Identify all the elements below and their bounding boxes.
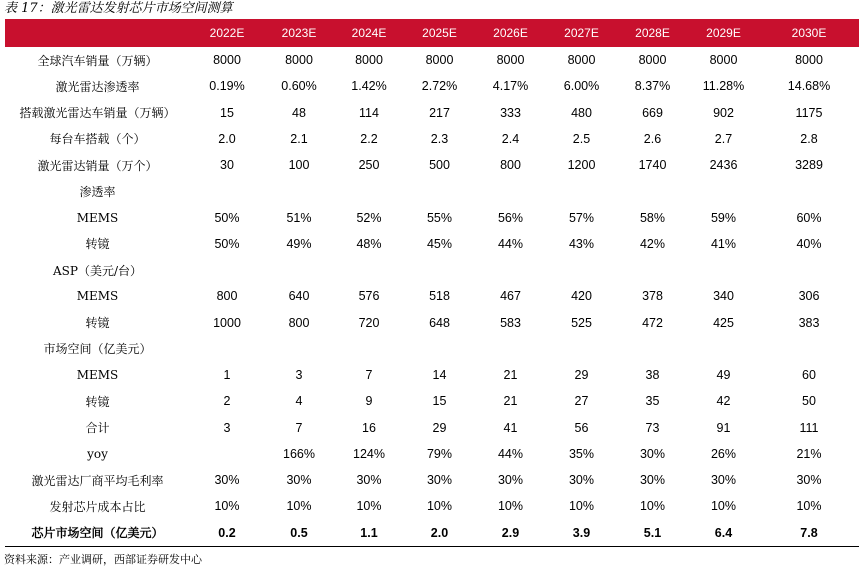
table-cell: 10% [639,499,666,514]
table-cell: 30% [426,473,453,488]
table-cell [334,336,404,362]
table-cell: 7 [295,420,303,435]
table-cell: 56 [574,420,589,435]
table-cell: 648 [429,315,450,330]
table-cell: 2.7 [714,131,733,146]
row-label: MEMS [76,368,119,383]
table-cell: 10% [214,499,240,514]
table-cell: 35% [568,446,595,461]
table-cell: 518 [429,289,450,304]
table-cell: 378 [642,289,663,304]
table-cell: 8000 [285,53,313,68]
table-cell [190,257,264,283]
table-cell: 1740 [638,158,667,173]
row-label: 激光雷达渗透率 [55,79,140,94]
table-cell: 50% [214,236,240,251]
table-cell [475,257,546,283]
table-cell: 44% [497,446,524,461]
table-row [5,73,859,99]
table-cell: 49 [716,368,731,383]
table-cell [264,178,334,204]
table-cell: 26% [710,446,737,461]
row-label: 芯片市场空间（亿美元） [5,520,190,547]
table-cell: 576 [358,289,380,304]
table-cell [617,178,688,204]
table-row [5,362,859,388]
table-row [5,441,859,467]
table-cell: 583 [500,315,521,330]
table-cell: 42 [716,394,731,409]
table-cell: 16 [362,420,376,435]
table-cell: 30 [220,158,234,173]
table-cell [617,257,688,283]
table-cell: 41 [503,420,518,435]
table-cell: 8000 [425,53,454,68]
table-cell: 49% [286,236,312,251]
table-cell: 640 [288,289,310,304]
table-cell: 43% [568,236,595,251]
row-label: ASP（美元/台） [52,263,142,278]
table-cell: 51% [286,210,312,225]
table-cell: 467 [500,289,521,304]
table-cell: 30% [639,446,666,461]
table-cell: 2.0 [218,131,236,146]
row-label: 转镜 [85,237,110,252]
table-cell [404,178,475,204]
table-cell: 9 [365,394,373,409]
table-cell: 48 [292,105,306,120]
table-cell [404,336,475,362]
table-cell: 2.0 [404,520,475,547]
table-row [5,47,859,73]
table-cell: 30% [710,473,737,488]
table-body [5,47,859,546]
table-cell: 3.9 [546,520,617,547]
table-cell [334,178,404,204]
table-row [5,205,859,231]
table-cell: 480 [571,105,592,120]
table-cell: 57% [568,210,595,225]
table-cell: 60% [796,210,822,225]
table-cell [688,336,759,362]
table-cell: 2.72% [421,79,458,94]
table-row [5,520,859,547]
header-year-cell: 2022E [209,26,245,40]
table-cell: 41% [710,236,737,251]
table-cell: 8.37% [634,79,671,94]
table-row [5,152,859,178]
table-cell: 8000 [795,53,823,68]
table-cell: 525 [571,315,592,330]
table-cell: 8000 [638,53,667,68]
header-row [5,19,859,47]
row-label: 转镜 [85,394,110,409]
table-cell: 21 [503,394,518,409]
table-cell: 44% [497,236,524,251]
table-row [5,178,859,204]
table-cell: 30% [639,473,666,488]
row-label: MEMS [76,210,119,225]
table-cell: 50% [214,210,240,225]
row-label: 渗透率 [79,184,116,199]
table-cell: 2.5 [572,131,591,146]
header-year-cell: 2030E [791,26,827,40]
table-row [5,493,859,519]
table-cell: 2.6 [643,131,662,146]
table-cell: 10% [796,499,822,514]
table-cell: 340 [713,289,734,304]
table-cell: 902 [713,105,734,120]
row-label: 激光雷达销量（万个） [37,158,158,173]
table-cell [334,257,404,283]
row-label: 市场空间（亿美元） [43,342,152,357]
table-cell: 35 [645,394,660,409]
table-cell: 800 [216,289,238,304]
row-label: yoy [87,446,108,461]
table-cell: 4.17% [492,79,529,94]
header-year-cell: 2024E [351,26,387,40]
table-cell: 14.68% [787,79,831,94]
table-cell: 10% [286,499,312,514]
header-year-cell: 2026E [493,26,528,40]
table-cell: 420 [571,289,592,304]
table-cell [190,178,264,204]
header-year-cell: 2029E [706,26,741,40]
table-cell: 2.4 [501,131,520,146]
table-cell: 55% [426,210,453,225]
row-label: 发射芯片成本占比 [49,499,146,514]
table-cell: 4 [295,394,303,409]
table-cell: 2.2 [360,131,378,146]
table-cell: 8000 [355,53,383,68]
table-cell [190,336,264,362]
table-cell: 7.8 [759,520,859,547]
table-cell: 2.3 [430,131,449,146]
table-cell: 0.19% [209,79,245,94]
table-row [5,231,859,257]
table-cell: 29 [574,368,589,383]
table-cell: 29 [432,420,447,435]
table-cell [759,257,859,283]
table-cell: 59% [710,210,737,225]
row-label: 全球汽车销量（万辆） [37,53,158,68]
table-cell: 2.8 [800,131,818,146]
data-table [5,19,859,547]
table-row [5,388,859,414]
table-cell [546,178,617,204]
header-year-cell: 2025E [422,26,457,40]
table-cell: 250 [358,158,380,173]
table-cell: 1.42% [351,79,387,94]
table-row [5,467,859,493]
table-cell: 111 [799,420,819,435]
table-row [5,283,859,309]
table-cell: 8000 [567,53,596,68]
table-cell: 6.00% [563,79,600,94]
table-cell: 720 [358,315,380,330]
table-cell: 21 [503,368,518,383]
table-cell: 15 [432,394,447,409]
table-cell: 30% [286,473,312,488]
source-note: 资料来源：产业调研，西部证券研发中心 [4,553,202,566]
table-cell: 27 [574,394,589,409]
table-cell [404,257,475,283]
header-label-cell [5,19,190,47]
row-label: 转镜 [85,316,110,331]
header-year-cell: 2023E [281,26,317,40]
row-label: 搭载激光雷达车销量（万辆） [19,106,176,121]
table-cell: 1.1 [334,520,404,547]
table-row [5,336,859,362]
table-cell: 10% [426,499,453,514]
table-cell: 5.1 [617,520,688,547]
table-cell: 60 [802,368,816,383]
table-cell: 40% [796,236,822,251]
table-cell: 6.4 [688,520,759,547]
table-cell [264,257,334,283]
table-row [5,100,859,126]
table-cell: 48% [356,236,382,251]
table-cell: 8000 [709,53,738,68]
table-cell [475,178,546,204]
table-cell [759,178,859,204]
table-cell: 3 [295,368,303,383]
table-cell: 42% [639,236,666,251]
table-cell: 2.9 [475,520,546,547]
table-cell: 425 [713,315,734,330]
table-cell: 30% [796,473,822,488]
table-cell: 0.60% [281,79,317,94]
table-cell: 1 [223,368,231,383]
table-cell: 15 [220,105,234,120]
table-cell [190,441,264,467]
table-cell: 79% [426,446,453,461]
table-cell: 7 [365,368,373,383]
table-cell [617,336,688,362]
table-cell: 217 [429,105,450,120]
table-cell: 45% [426,236,453,251]
table-cell: 0.5 [264,520,334,547]
table-row [5,126,859,152]
table-cell: 3289 [795,158,823,173]
table-cell: 0.2 [190,520,264,547]
table-cell: 669 [642,105,663,120]
table-cell: 114 [359,105,379,120]
table-cell: 10% [497,499,524,514]
table-cell: 2 [223,394,231,409]
table-cell: 52% [356,210,382,225]
table-cell: 8000 [496,53,525,68]
table-cell: 21% [796,446,822,461]
table-cell: 30% [356,473,382,488]
table-cell: 500 [429,158,450,173]
table-cell: 383 [798,315,820,330]
table-cell: 1200 [567,158,596,173]
table-cell: 8000 [213,53,241,68]
table-cell: 10% [356,499,382,514]
table-cell: 38 [645,368,660,383]
table-row [5,415,859,441]
table-cell: 56% [497,210,524,225]
table-cell: 800 [288,315,310,330]
table-cell: 91 [716,420,731,435]
table-cell: 472 [642,315,663,330]
table-cell [264,336,334,362]
table-cell [759,336,859,362]
table-cell: 333 [500,105,521,120]
table-cell: 3 [223,420,231,435]
header-year-cell: 2028E [635,26,670,40]
table-cell [475,336,546,362]
row-label: 激光雷达厂商平均毛利率 [31,473,164,488]
table-cell [688,178,759,204]
table-cell: 800 [500,158,521,173]
table-row [5,310,859,336]
header-year-cell: 2027E [564,26,599,40]
table-cell: 166% [283,446,315,461]
table-cell: 30% [568,473,595,488]
table-cell [546,336,617,362]
table-cell [688,257,759,283]
row-label: 合计 [85,421,110,436]
table-cell: 2436 [709,158,738,173]
table-cell [546,257,617,283]
table-cell: 30% [497,473,524,488]
table-row [5,257,859,283]
table-cell: 11.28% [702,79,745,94]
table-cell: 10% [710,499,737,514]
table-cell: 30% [214,473,240,488]
table-cell: 73 [645,420,660,435]
table-cell: 58% [639,210,666,225]
row-label: MEMS [76,289,119,304]
table-cell: 50 [802,394,816,409]
table-cell: 10% [568,499,595,514]
table-cell: 2.1 [290,131,308,146]
table-cell: 124% [353,446,385,461]
table-cell: 14 [432,368,447,383]
table-cell: 1000 [213,315,241,330]
table-title: 表 17：激光雷达发射芯片市场空间测算 [4,1,233,16]
row-label: 每台车搭载（个） [49,132,146,147]
table-cell: 306 [798,289,820,304]
table-cell: 100 [288,158,310,173]
table-cell: 1175 [795,105,823,120]
